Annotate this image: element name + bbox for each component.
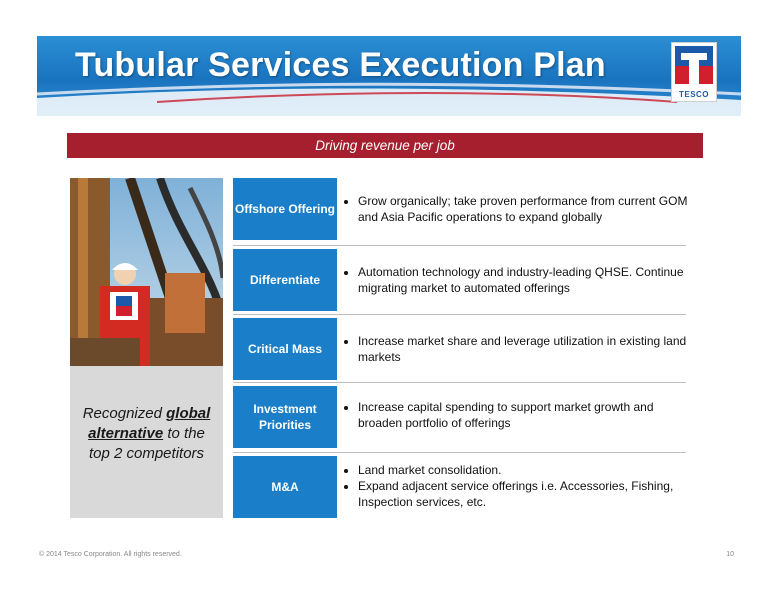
row-desc-critical-mass bbox=[342, 333, 688, 365]
row-divider bbox=[233, 314, 686, 315]
bullet: • Land market consolidation. bbox=[358, 462, 688, 478]
quote-prefix: Recognized bbox=[82, 405, 162, 422]
bullet: • Automation technology and industry-leading QHSE. Continue migrating market to automated offerings bbox=[358, 264, 688, 296]
bullet: • Increase capital spending to support market growth and broaden portfolio of offerings bbox=[358, 399, 688, 431]
page-number: 10 bbox=[726, 551, 734, 558]
bullet: • Expand adjacent service offerings i.e. Accessories, Fishing, Inspection services, etc. bbox=[358, 478, 688, 510]
row-label-ma: M&A bbox=[233, 456, 337, 518]
bullet: • Grow organically; take proven performance from current GOM and Asia Pacific operations to expand globally bbox=[358, 193, 688, 225]
logo-text: TESCO bbox=[678, 90, 710, 99]
photo-illustration bbox=[70, 178, 223, 366]
row-divider bbox=[233, 382, 686, 383]
row-divider bbox=[233, 452, 686, 453]
quote-suffix: to the top 2 competitors bbox=[88, 425, 205, 462]
rig-worker-photo bbox=[70, 178, 223, 366]
row-desc-ma bbox=[342, 462, 688, 510]
page-title: Tubular Services Execution Plan bbox=[75, 46, 606, 84]
bullet: • Increase market share and leverage utilization in existing land markets bbox=[358, 333, 688, 365]
copyright-footer: © 2014 Tesco Corporation. All rights reserved. bbox=[39, 551, 182, 558]
header-bar bbox=[37, 36, 741, 116]
quote-panel bbox=[70, 366, 223, 518]
logo-icon bbox=[672, 43, 716, 87]
row-divider bbox=[233, 245, 686, 246]
row-label-critical-mass: Critical Mass bbox=[233, 318, 337, 380]
subtitle-banner: Driving revenue per job bbox=[67, 133, 703, 158]
company-logo bbox=[671, 42, 717, 102]
row-label-differentiate: Differentiate bbox=[233, 249, 337, 311]
row-label-offshore: Offshore Offering bbox=[233, 178, 337, 240]
row-desc-offshore bbox=[342, 193, 688, 225]
quote-emphasis: global alternative bbox=[88, 405, 211, 442]
row-label-investment: Investment Priorities bbox=[233, 386, 337, 448]
row-desc-differentiate bbox=[342, 264, 688, 296]
row-desc-investment bbox=[342, 399, 688, 431]
quote-text bbox=[76, 404, 217, 464]
